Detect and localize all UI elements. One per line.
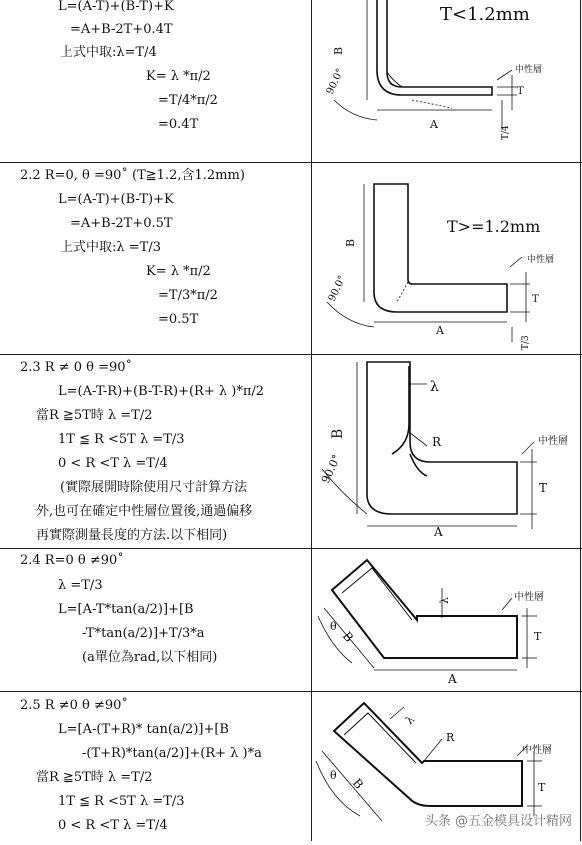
thickness-condition: T<1.2mm bbox=[440, 4, 530, 25]
formula-line: 當R ≧5T時 λ =T/2 bbox=[36, 770, 153, 785]
section-heading: 2.2 R=0, θ =90˚ (T≧1.2,含1.2mm) bbox=[20, 168, 245, 183]
label-angle: θ bbox=[330, 769, 337, 782]
formula-line: 1T ≦ R <5T λ =T/3 bbox=[58, 432, 185, 447]
label-angle: 90.0° bbox=[318, 452, 344, 486]
row-2-3 bbox=[0, 354, 582, 549]
section-heading: 2.3 R ≠ 0 θ =90˚ bbox=[20, 360, 133, 375]
label-t: T bbox=[532, 294, 539, 305]
formula-line: L=(A-T)+(B-T)+K bbox=[58, 192, 174, 207]
formula-line: =T/3*π/2 bbox=[158, 288, 218, 303]
formula-line: -(T+R)*tan(a/2)]+(R+ λ )*a bbox=[82, 746, 262, 761]
formula-line: L=[A-(T+R)* tan(a/2)]+[B bbox=[58, 722, 229, 737]
section-heading: 2.4 R=0 θ ≠90˚ bbox=[20, 553, 124, 568]
bend-diagram-3 bbox=[312, 354, 580, 548]
label-r: R bbox=[432, 435, 442, 449]
formula-line: =T/4*π/2 bbox=[158, 93, 218, 108]
formula-line: 1T ≦ R <5T λ =T/3 bbox=[58, 794, 185, 809]
formula-line: L=(A-T)+(B-T)+K bbox=[58, 0, 174, 14]
label-neutral-layer: 中性層 bbox=[527, 255, 555, 265]
label-t: T bbox=[534, 630, 542, 643]
row-2-1 bbox=[0, 0, 582, 163]
label-b: B bbox=[349, 775, 367, 792]
label-b: B bbox=[344, 238, 357, 247]
bend-diagram-4 bbox=[312, 548, 580, 691]
label-t-third: T/3 bbox=[521, 335, 531, 350]
label-lambda: λ bbox=[438, 597, 451, 604]
formula-line: λ =T/3 bbox=[58, 578, 103, 593]
formula-line: =A+B-2T+0.4T bbox=[70, 22, 173, 37]
formula-line: 當R ≧5T時 λ =T/2 bbox=[36, 408, 153, 423]
label-neutral-layer: 中性層 bbox=[514, 592, 544, 603]
note-line: (實際展開時除使用尺寸計算方法 bbox=[60, 480, 248, 495]
label-a: A bbox=[434, 525, 443, 539]
label-a: A bbox=[448, 672, 457, 686]
label-t: T bbox=[517, 86, 524, 97]
formula-line: L=[A-T*tan(a/2)]+[B bbox=[58, 602, 194, 617]
formula-line: 0 < R <T λ =T/4 bbox=[58, 456, 168, 471]
formula-line: =0.4T bbox=[158, 117, 199, 132]
section-heading: 2.5 R ≠0 θ ≠90˚ bbox=[20, 698, 128, 713]
formula-line: 上式中取:λ =T/3 bbox=[60, 240, 161, 255]
note-line: (a單位為rad,以下相同) bbox=[82, 650, 218, 665]
label-angle: θ bbox=[330, 620, 337, 633]
formula-line: L=(A-T-R)+(B-T-R)+(R+ λ )*π/2 bbox=[58, 384, 265, 399]
formula-line: =A+B-2T+0.5T bbox=[70, 216, 173, 231]
label-b: B bbox=[339, 628, 357, 645]
thickness-condition: T>=1.2mm bbox=[447, 217, 541, 236]
formula-line: 上式中取:λ=T/4 bbox=[60, 45, 157, 60]
label-b: B bbox=[330, 428, 346, 439]
note-line: 再實際測量長度的方法.以下相同) bbox=[36, 528, 228, 543]
label-t-quarter: T/4 bbox=[501, 125, 511, 140]
formula-line: K= λ *π/2 bbox=[146, 264, 211, 279]
label-lambda: λ bbox=[430, 379, 439, 395]
formula-line: =0.5T bbox=[158, 312, 199, 327]
bend-diagram-1 bbox=[312, 0, 580, 162]
watermark: 头条 @五金模具设计精网 bbox=[424, 814, 572, 829]
note-line: 外,也可在確定中性層位置後,通過偏移 bbox=[36, 504, 253, 519]
label-r: R bbox=[446, 731, 455, 744]
formula-line: -T*tan(a/2)]+T/3*a bbox=[82, 626, 205, 641]
label-neutral-layer: 中性層 bbox=[515, 65, 543, 75]
formula-line: 0 < R <T λ =T/4 bbox=[58, 818, 168, 833]
label-b: B bbox=[332, 46, 345, 55]
label-a: A bbox=[430, 118, 438, 131]
formula-line: K= λ *π/2 bbox=[146, 69, 211, 84]
label-t: T bbox=[539, 481, 548, 495]
row-2-4 bbox=[0, 548, 582, 692]
label-angle: 90.0° bbox=[326, 273, 349, 304]
row-2-2 bbox=[0, 162, 582, 355]
label-t: T bbox=[538, 781, 546, 794]
label-neutral-layer: 中性層 bbox=[538, 436, 568, 447]
label-neutral-layer: 中性層 bbox=[522, 745, 552, 756]
label-angle: 90.0° bbox=[324, 66, 347, 97]
bend-diagram-2 bbox=[312, 162, 580, 354]
label-lambda: λ bbox=[402, 712, 418, 728]
label-a: A bbox=[436, 324, 444, 337]
